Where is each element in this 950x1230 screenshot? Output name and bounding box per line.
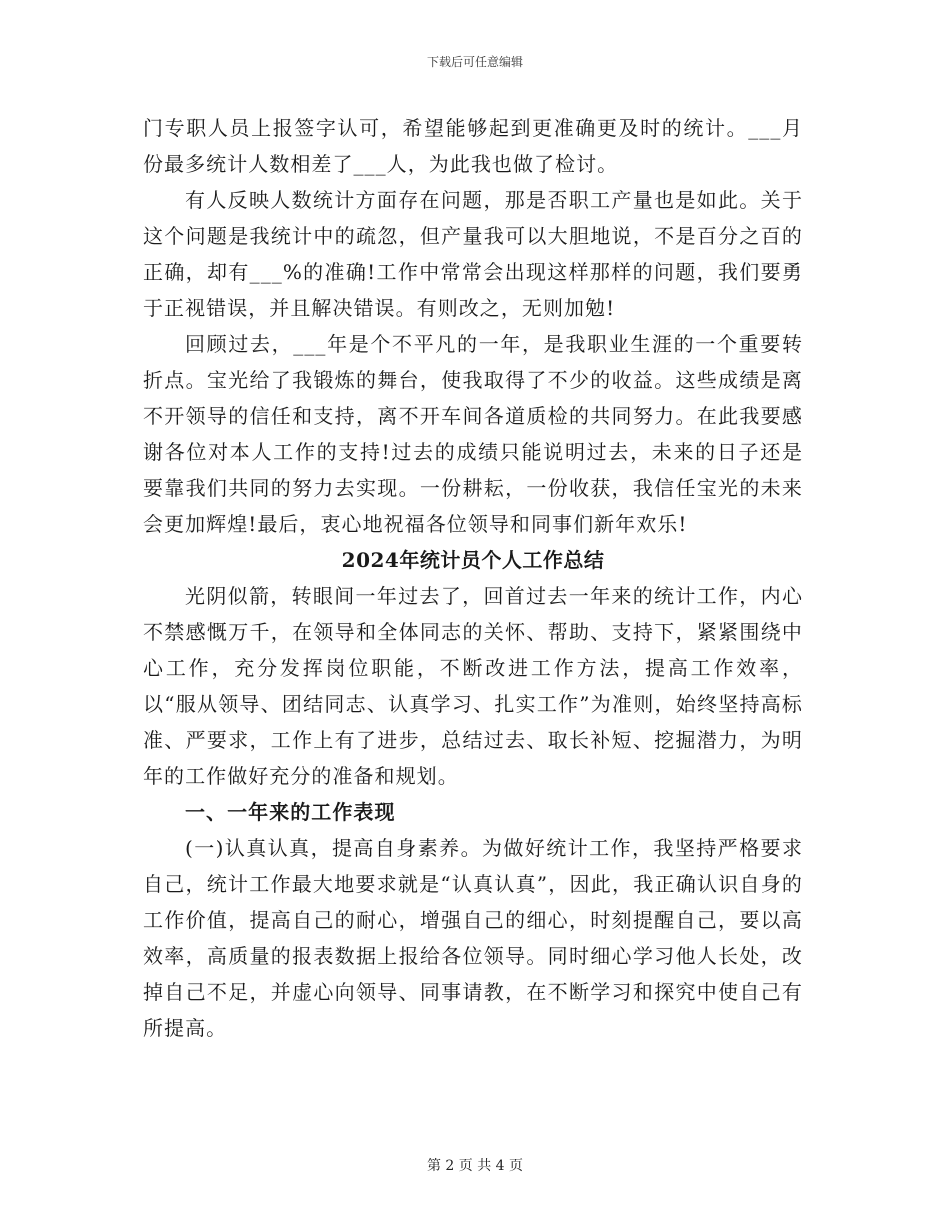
document-body <box>143 110 803 1046</box>
page-number: 第 2 页 共 4 页 <box>426 1158 524 1174</box>
paragraph-continued: 门专职人员上报签字认可，希望能够起到更准确更及时的统计。___月份最多统计人数相差了___人，为此我也做了检讨。 <box>143 116 803 176</box>
paragraph-statistics-issue: 有人反映人数统计方面存在问题，那是否职工产量也是如此。关于这个问题是我统计中的疏忽，但产量我可以大胆地说，不是百分之百的正确，却有___%的准确!工作中常常会出现这样那样的问题，我们要勇于正视错误，并且解决错误。有则改之，无则加勉! <box>143 188 803 320</box>
paragraph-intro: 光阴似箭，转眼间一年过去了，回首过去一年来的统计工作，内心不禁感慨万千，在领导和全体同志的关怀、帮助、支持下，紧紧围绕中心工作，充分发挥岗位职能，不断改进工作方法，提高工作效率，以“服从领导、团结同志、认真学习、扎实工作”为准则，始终坚持高标准、严要求，工作上有了进步，总结过去、取长补短、挖掘潜力，为明年的工作做好充分的准备和规划。 <box>143 584 803 788</box>
paragraph-review: 回顾过去，___年是个不平凡的一年，是我职业生涯的一个重要转折点。宝光给了我锻炼的舞台，使我取得了不少的收益。这些成绩是离不开领导的信任和支持，离不开车间各道质检的共同努力。在此我要感谢各位对本人工作的支持!过去的成绩只能说明过去，未来的日子还是要靠我们共同的努力去实现。一份耕耘，一份收获，我信任宝光的未来会更加辉煌!最后，衷心地祝福各位领导和同事们新年欢乐! <box>143 332 803 536</box>
document-title: 2024年统计员个人工作总结 <box>341 548 605 572</box>
page-header: 下载后可任意编辑 <box>426 55 523 69</box>
paragraph-item-one: (一)认真认真，提高自身素养。为做好统计工作，我坚持严格要求自己，统计工作最大地要求就是“认真认真”，因此，我正确认识自身的工作价值，提高自己的耐心，增强自己的细心，时刻提醒自己，要以高效率，高质量的报表数据上报给各位领导。同时细心学习他人长处，改掉自己不足，并虚心向领导、同事请教，在不断学习和探究中使自己有所提高。 <box>143 836 803 1040</box>
section-heading: 一、一年来的工作表现 <box>185 800 396 824</box>
